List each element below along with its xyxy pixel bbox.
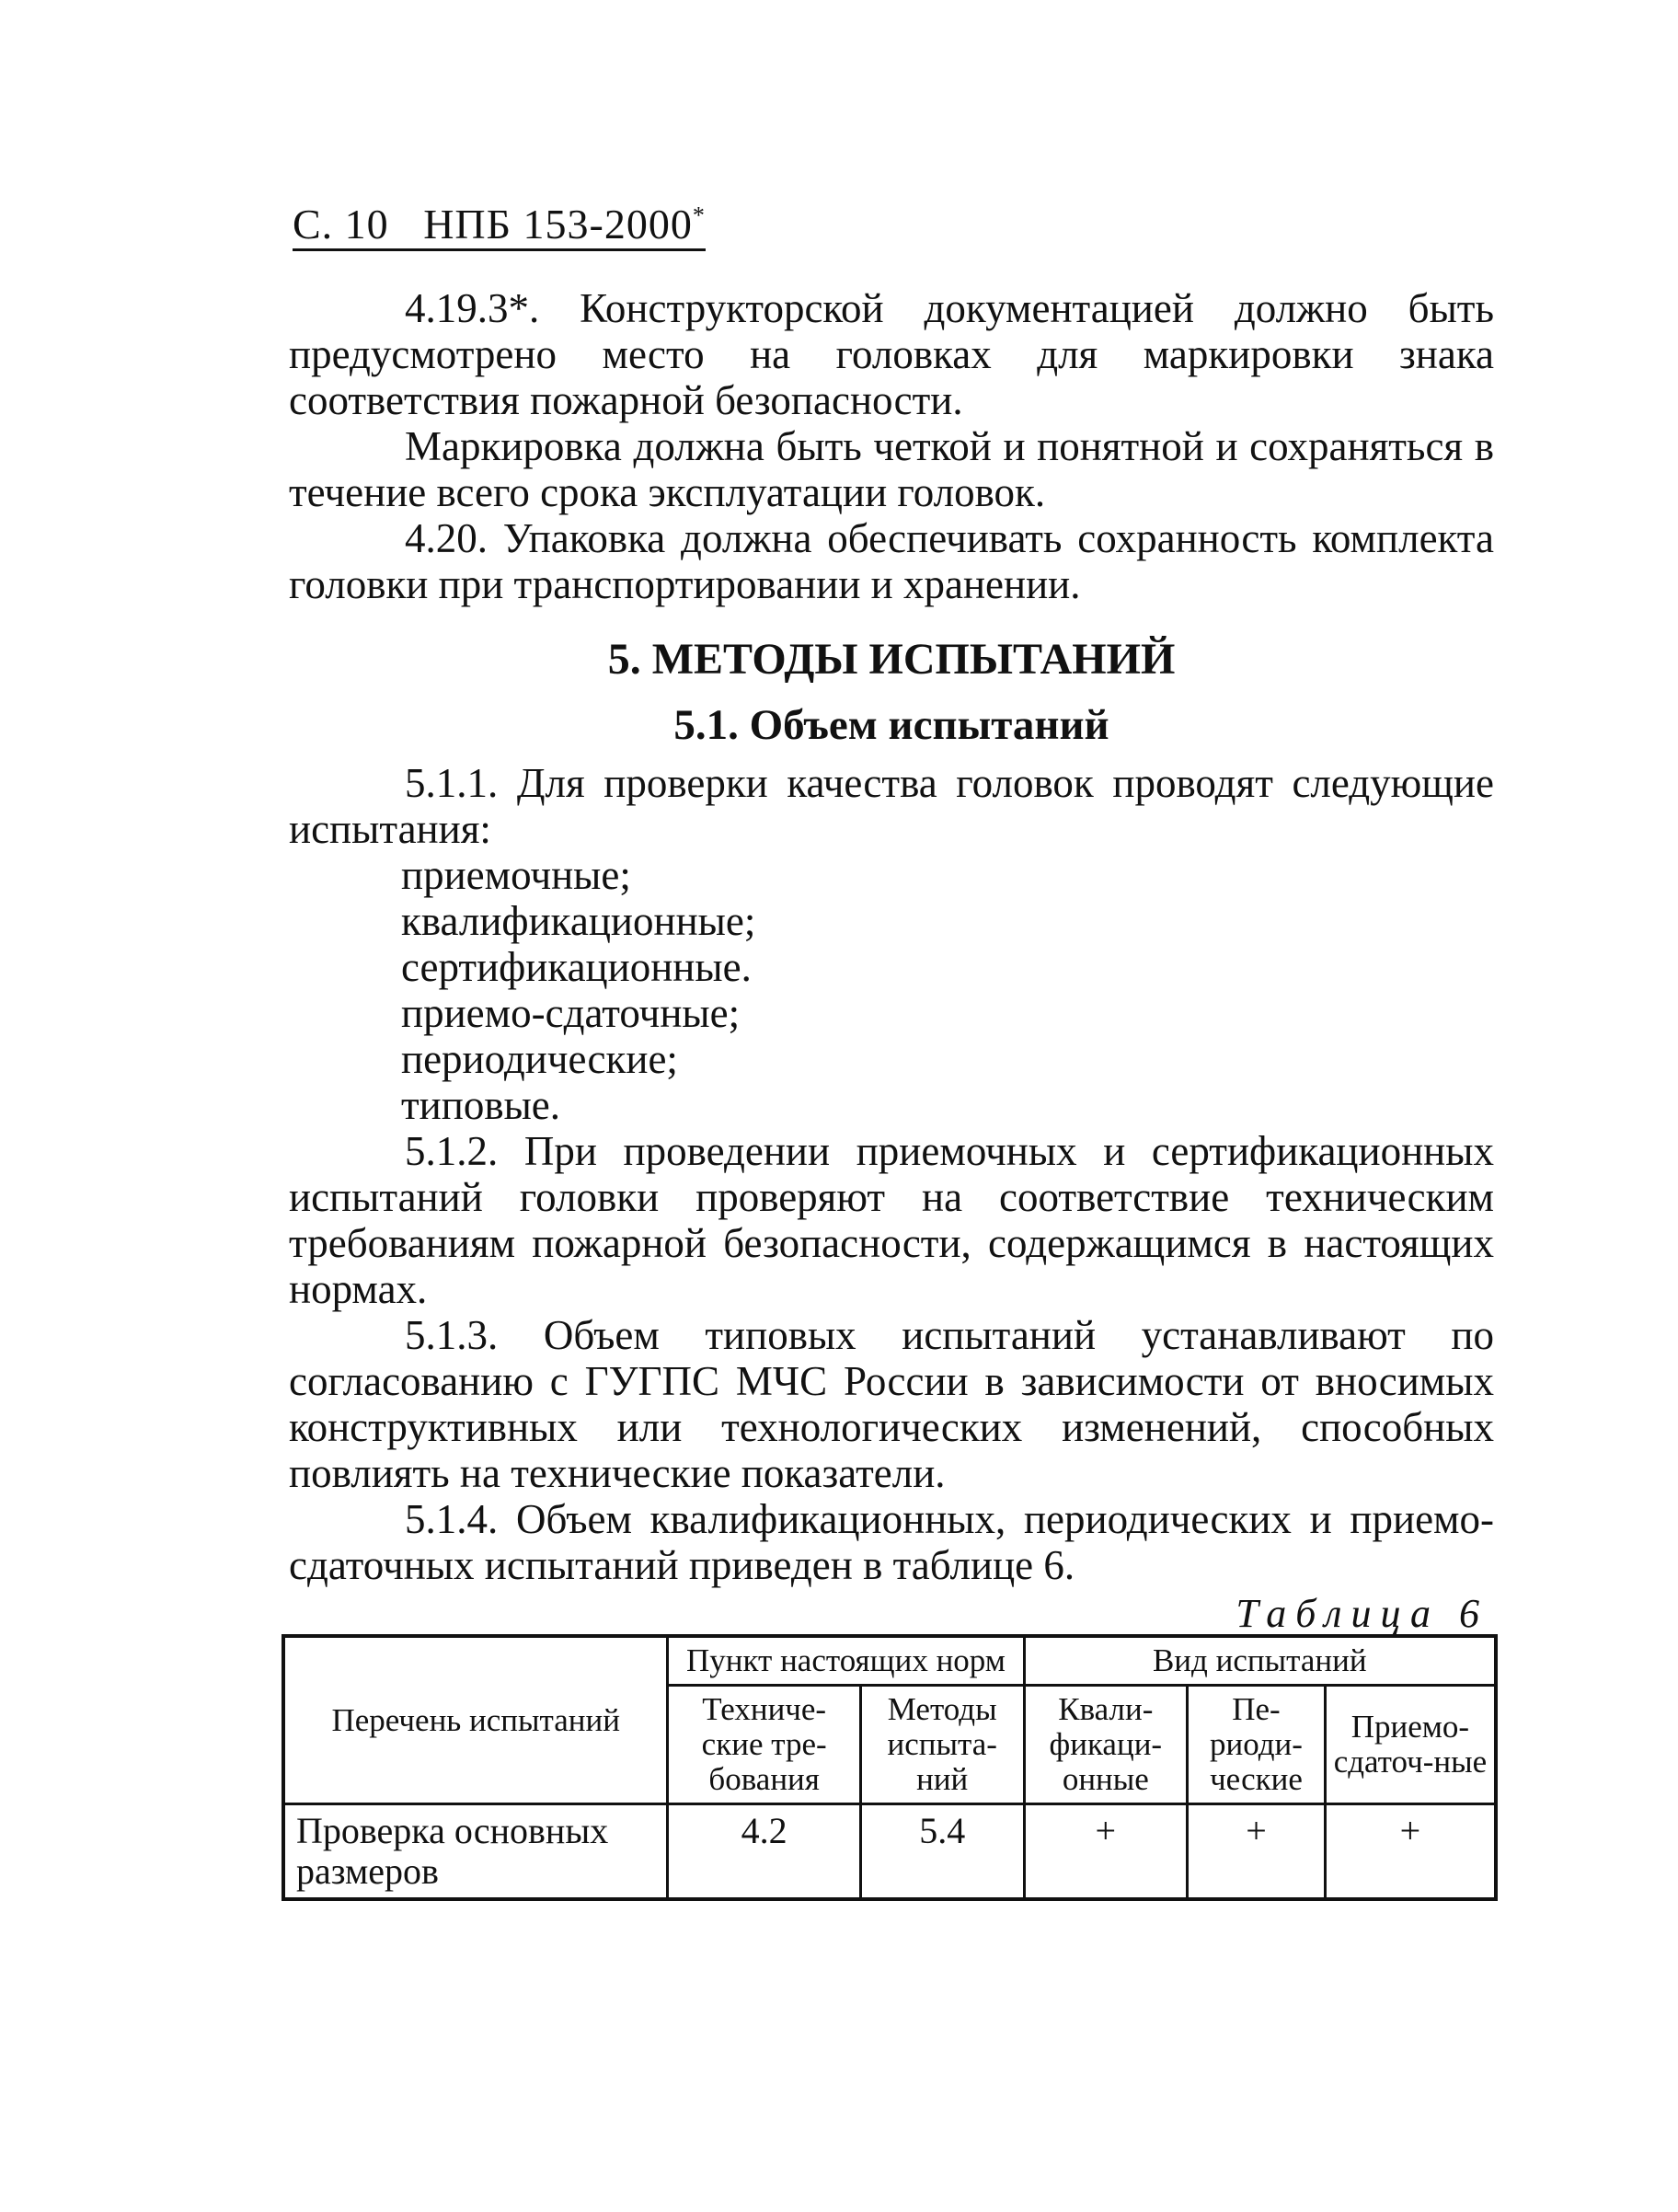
test-types-list	[401, 852, 1494, 1128]
table-caption: Таблица 6	[1236, 1591, 1488, 1636]
header-tech-requirements: Техниче-ские тре-бования	[668, 1686, 860, 1804]
header-qualification: Квали-фикаци-онные	[1024, 1686, 1188, 1804]
list-item: периодические;	[401, 1036, 678, 1082]
section-heading-5: 5. МЕТОДЫ ИСПЫТАНИЙ	[607, 635, 1176, 684]
list-item: квалификационные;	[401, 898, 756, 944]
list-item: сертификационные.	[401, 944, 752, 990]
cell-qualification-mark: +	[1024, 1804, 1188, 1900]
header-test-type: Вид испытаний	[1024, 1636, 1496, 1686]
paragraph-4-20: 4.20. Упаковка должна обеспечивать сохранность комплекта головки при транспортировании и хранении.	[289, 515, 1494, 607]
paragraph-5-1-3: 5.1.3. Объем типовых испытаний устанавливают по согласованию с ГУГПС МЧС России в зависимости от вносимых конструктивных или технологических изменений, способных повлиять на технические показатели.	[289, 1312, 1494, 1496]
header-test-methods: Методы испыта-ний	[860, 1686, 1024, 1804]
page-number: С. 10	[293, 201, 389, 248]
header-acceptance: Приемо-сдаточ-ные	[1325, 1686, 1496, 1804]
page-header	[293, 201, 706, 251]
header-clause: Пункт настоящих норм	[668, 1636, 1024, 1686]
list-item: приемо-сдаточные;	[401, 990, 741, 1036]
paragraph-5-1-4: 5.1.4. Объем квалификационных, периодических и приемо-сдаточных испытаний приведен в таблице 6.	[289, 1496, 1494, 1588]
paragraph-4-19-3: 4.19.3*. Конструкторской документацией должно быть предусмотрено место на головках для маркировки знака соответствия пожарной безопасности.	[289, 285, 1494, 423]
paragraph-5-1-2: 5.1.2. При проведении приемочных и сертификационных испытаний головки проверяют на соответствие техническим требованиям пожарной безопасности, содержащимся в настоящих нормах.	[289, 1128, 1494, 1312]
cell-test-name: Проверка основных размеров	[283, 1804, 668, 1900]
cell-periodic-mark: +	[1188, 1804, 1326, 1900]
list-item: типовые.	[401, 1082, 561, 1128]
paragraph-4-19-3-marking: Маркировка должна быть четкой и понятной и сохраняться в течение всего срока эксплуатации головок.	[289, 423, 1494, 515]
header-test-list: Перечень испытаний	[283, 1636, 668, 1804]
tests-table	[282, 1634, 1498, 1901]
document-code: НПБ 153-2000	[423, 201, 693, 248]
cell-method-clause: 5.4	[860, 1804, 1024, 1900]
header-periodic: Пе-риоди-ческие	[1188, 1686, 1326, 1804]
cell-tech-clause: 4.2	[668, 1804, 860, 1900]
paragraph-5-1-1: 5.1.1. Для проверки качества головок проводят следующие испытания:	[289, 760, 1494, 852]
document-body	[289, 285, 1494, 1643]
subsection-heading-5-1: 5.1. Объем испытаний	[673, 701, 1109, 749]
table-row	[283, 1804, 1496, 1900]
cell-acceptance-mark: +	[1325, 1804, 1496, 1900]
list-item: приемочные;	[401, 852, 631, 898]
amendment-mark: *	[692, 202, 706, 229]
